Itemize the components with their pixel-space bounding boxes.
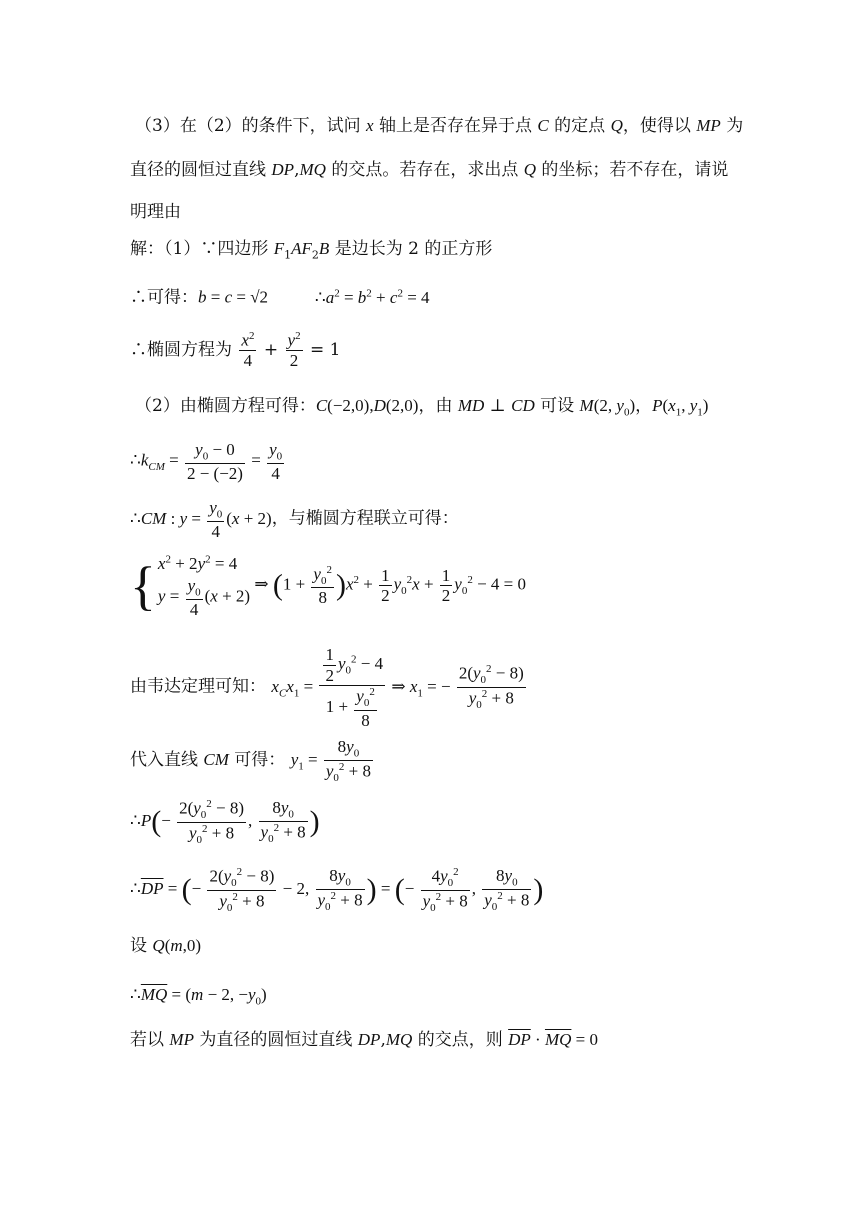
solution-line-3: ∴椭圆方程为 $\frac{x^2}{4}$ + $\frac{y^2}{2}$ = 1 [130, 330, 341, 371]
solution-line-13: $\therefore\overline{MQ} = (m - 2$, $-y_0$) [130, 985, 267, 1008]
solution-line-12: 设 Q(m,0) [130, 936, 202, 956]
solution-line-10: ∴P(− $\frac{2(y_0^2 - 8)}{y_0^2 + 8}$ , $\frac{8y_0}{y_0^2 + 8}$ ) [130, 798, 320, 846]
solution-line-2: ∴可得：b = c = √2 $\therefore a^2 = b^2 + c^2 = 4$ [130, 287, 430, 308]
solution-line-14: 若以 MP 为直径的圆恒过直线 DP,MQ 的交点，则 $\overline{DP} \cdot \overline{MQ} = 0$ [130, 1030, 598, 1050]
problem-line-3: 明理由 [130, 202, 181, 222]
solution-line-7: { $x^2 + 2y^2 = 4$ y = $\frac{y_0}{4}$ (x + 2) ⇒ (1 + $\frac{y_0^2}{8}$ )$x^2$ + $\frac{1}{2}$ $y_0^2x$ + $\frac{1}{2}$ $y_0^2 - 4 = 0$ [130, 553, 527, 619]
solution-line-8: 由韦达定理可知： $x_Cx_1$ = $\frac{1}{2}$ $y_0^2 - 4$ 1 + $\frac{y_0^2}{8}$ ⇒ $x_1$ = − $\frac{2(y_0^2 - 8)}{y_0^2 + 8}$ [130, 645, 524, 730]
problem-line-1: （3）在（2）的条件下，试问 x 轴上是否存在异于点 C 的定点 Q，使得以 MP 为 [135, 116, 744, 136]
solution-line-6: ∴CM : y = $\frac{y_0}{4}$ (x + 2)，与椭圆方程联立可得： [130, 498, 459, 542]
solution-line-11: $\therefore\overline{DP}$ = (− $\frac{2(y_0^2 - 8)}{y_0^2 + 8}$ − 2, $\frac{8y_0}{y_0^2 + 8}$ ) = (− $\frac{4y_0^2}{y_0^2 + 8}$ , $\frac{8y_0}{y_0^2 + 8}$ ) [130, 866, 544, 914]
solution-line-9: 代入直线 CM 可得： $y_1$ = $\frac{8y_0}{y_0^2 + 8}$ [130, 737, 371, 785]
solution-line-1: 解：（1）∵四边形 $F_1AF_2B$ 是边长为 2 的正方形 [130, 239, 493, 262]
solution-line-5: $\therefore k_{CM}$ = $\frac{y_0 - 0}{2 - (-2)}$ = $\frac{y_0}{4}$ [130, 440, 283, 484]
problem-line-2: 直径的圆恒过直线 DP,MQ 的交点。若存在，求出点 Q 的坐标；若不存在，请说 [130, 160, 729, 180]
solution-line-4: （2）由椭圆方程可得：C(−2,0),D(2,0)，由 MD ⊥ CD 可设 M(2, $y_0$)，$P(x_1$, $y_1$) [135, 396, 709, 419]
